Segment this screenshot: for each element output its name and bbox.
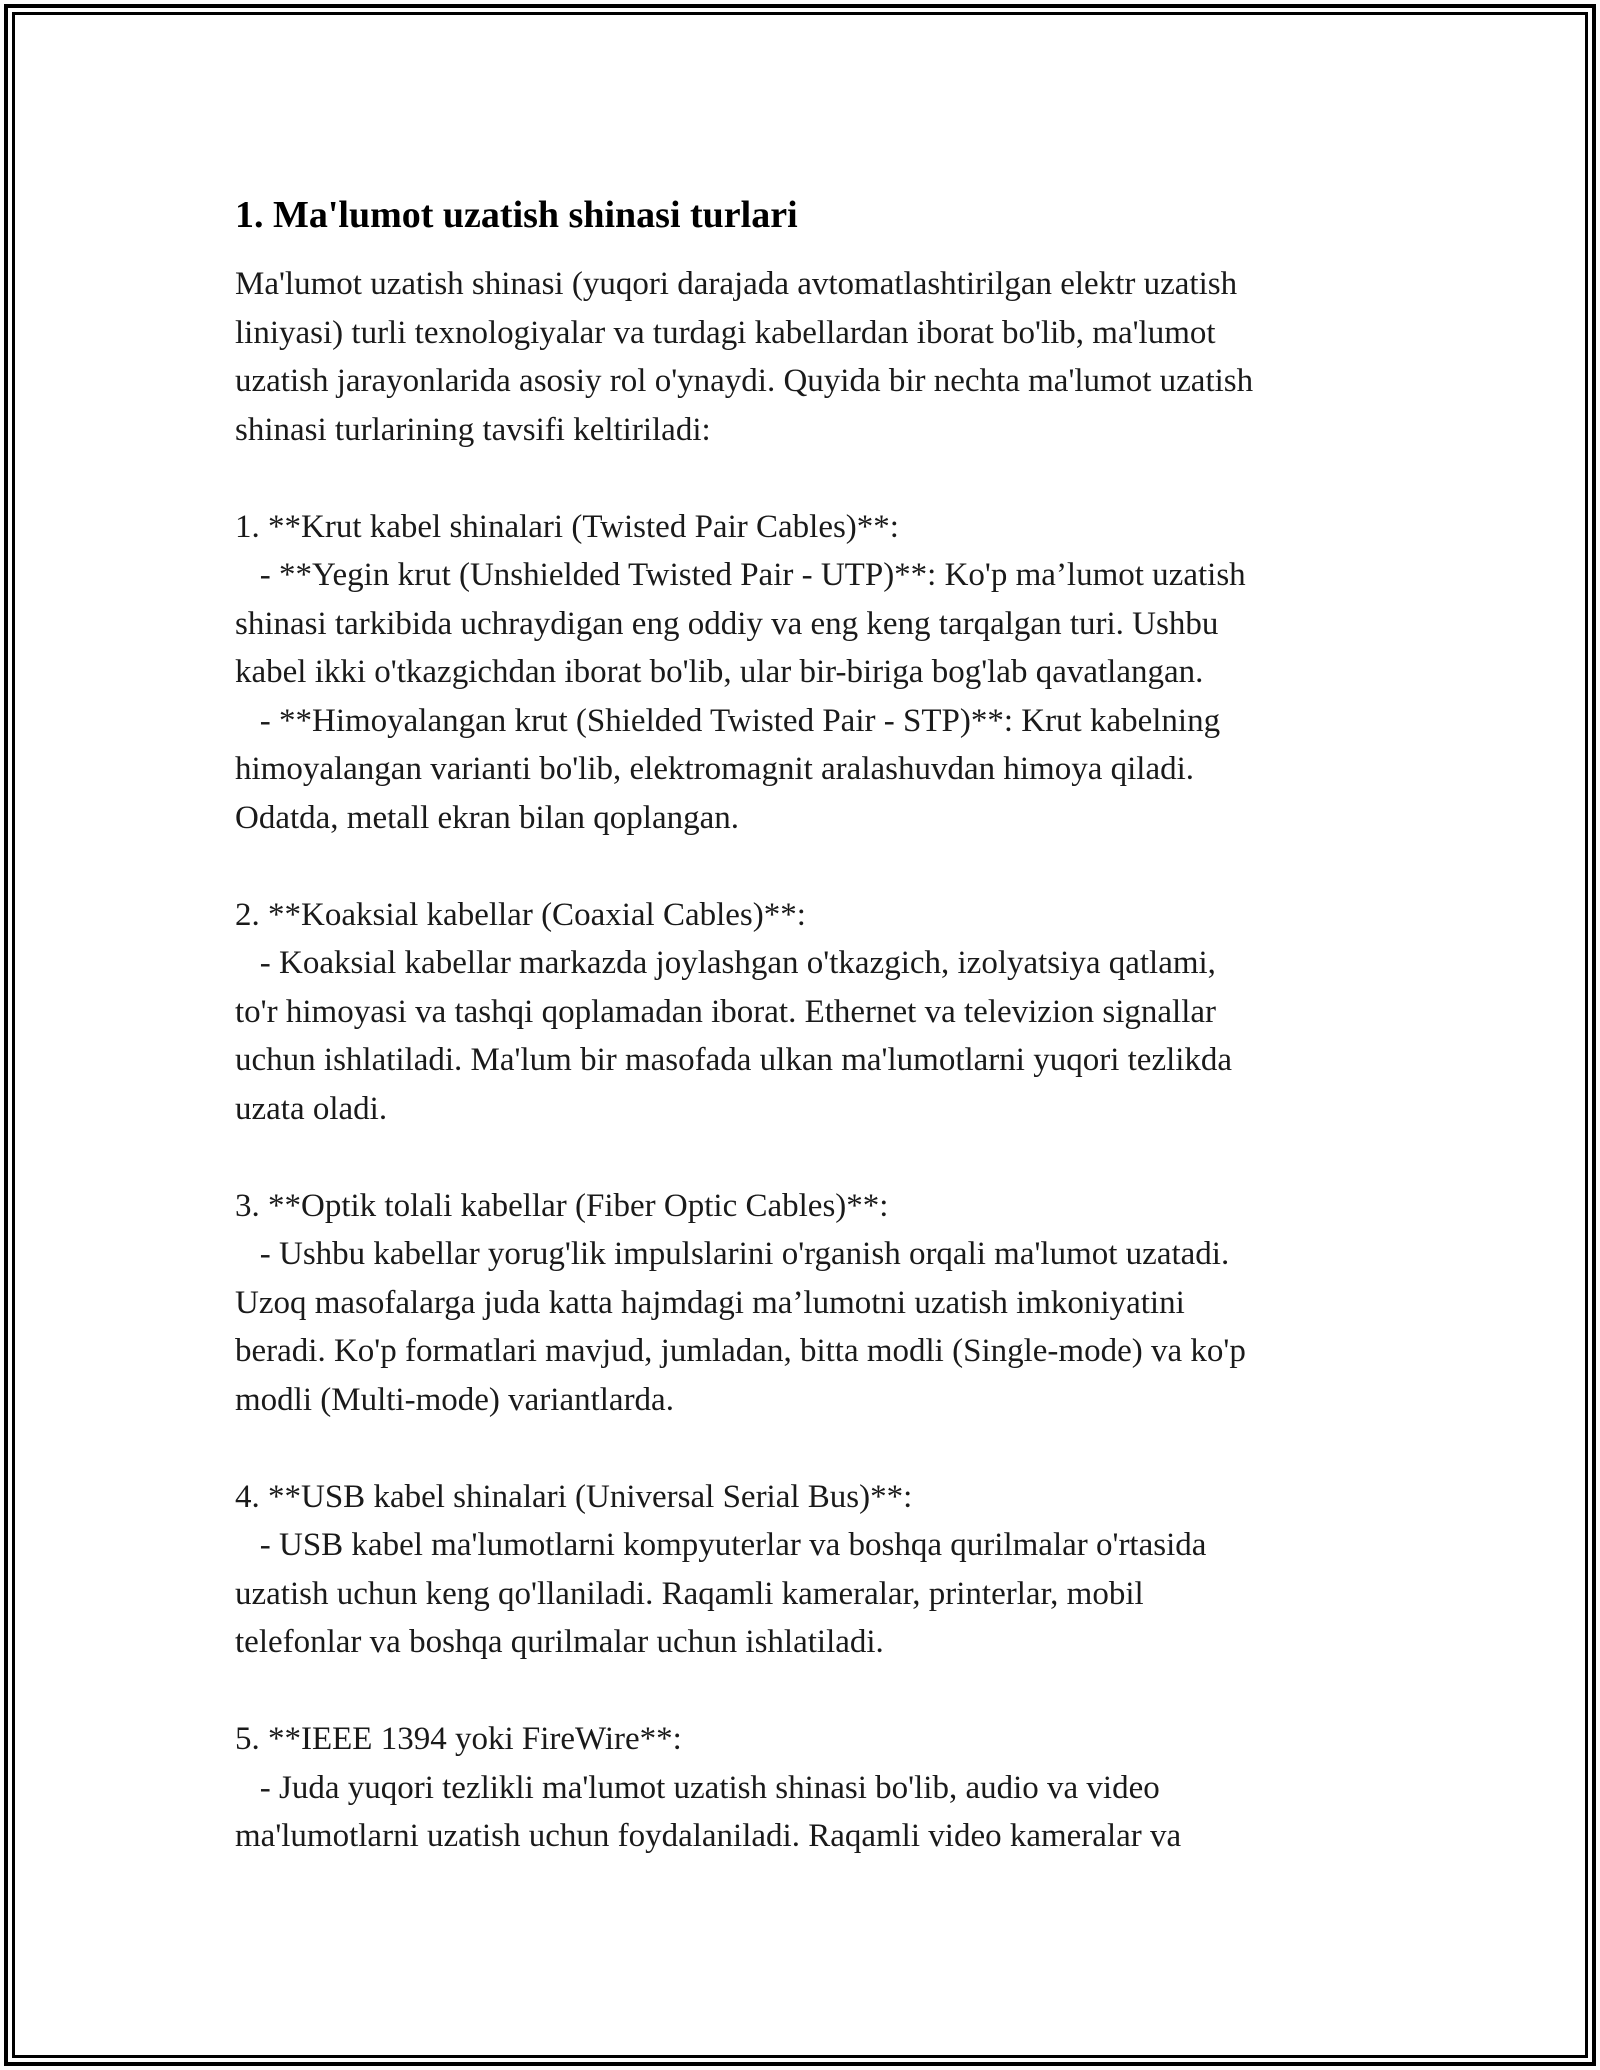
text-line: shinasi turlarining tavsifi keltiriladi: [235,411,711,448]
text-line: uzatish jarayonlarida asosiy rol o'ynaydi. Quyida bir nechta ma'lumot uzatish [235,363,1254,399]
text-line: - Koaksial kabellar markazda joylashgan o'tkazgich, izolyatsiya qatlami, [235,945,1216,981]
text-line: liniyasi) turli texnologiyalar va turdagi kabellardan iborat bo'lib, ma'lumot [235,314,1216,351]
text-line: Uzoq masofalarga juda katta hajmdagi ma’lumotni uzatish imkoniyatini [235,1284,1185,1321]
text-line: uzatish uchun keng qo'llaniladi. Raqamli kameralar, printerlar, mobil [235,1575,1144,1612]
text-line: - Juda yuqori tezlikli ma'lumot uzatish shinasi bo'lib, audio va video [235,1769,1160,1806]
blank-line [235,1424,1395,1473]
text-line: 4. **USB kabel shinalari (Universal Serial Bus)**: [235,1478,913,1515]
text-line: Odatda, metall ekran bilan qoplangan. [235,799,739,836]
text-line: uzata oladi. [235,1090,388,1127]
text-line: uchun ishlatiladi. Ma'lum bir masofada ulkan ma'lumotlarni yuqori tezlikda [235,1042,1233,1078]
blank-line [235,1667,1395,1716]
text-line: - **Himoyalangan krut (Shielded Twisted Pair - STP)**: Krut kabelning [235,702,1221,739]
text-line: 1. **Krut kabel shinalari (Twisted Pair Cables)**: [235,508,899,545]
text-line: shinasi tarkibida uchraydigan eng oddiy va eng keng tarqalgan turi. Ushbu [235,605,1219,642]
blank-line [235,1133,1395,1182]
text-line: kabel ikki o'tkazgichdan iborat bo'lib, ular bir-biriga bog'lab qavatlangan. [235,654,1204,690]
text-line: - **Yegin krut (Unshielded Twisted Pair - UTP)**: Ko'p ma’lumot uzatish [235,557,1246,593]
text-line: 2. **Koaksial kabellar (Coaxial Cables)**: [235,896,806,933]
text-line: ma'lumotlarni uzatish uchun foydalaniladi. Raqamli video kameralar va [235,1818,1182,1854]
blank-line [235,454,1395,503]
section-body [235,260,1395,1861]
text-line: telefonlar va boshqa qurilmalar uchun ishlatiladi. [235,1624,884,1660]
text-line: - Ushbu kabellar yorug'lik impulslarini o'rganish orqali ma'lumot uzatadi. [235,1236,1230,1272]
text-line: 5. **IEEE 1394 yoki FireWire**: [235,1721,682,1757]
text-line: to'r himoyasi va tashqi qoplamadan iborat. Ethernet va televizion signallar [235,993,1216,1030]
text-line: Ma'lumot uzatish shinasi (yuqori darajada avtomatlashtirilgan elektr uzatish [235,266,1238,302]
text-line: beradi. Ko'p formatlari mavjud, jumladan, bitta modli (Single-mode) va ko'p [235,1333,1246,1369]
document-page [235,186,1395,1861]
text-line: modli (Multi-mode) variantlarda. [235,1381,674,1418]
blank-line [235,842,1395,891]
text-line: himoyalangan varianti bo'lib, elektromagnit aralashuvdan himoya qiladi. [235,751,1195,787]
text-line: - USB kabel ma'lumotlarni kompyuterlar va boshqa qurilmalar o'rtasida [235,1527,1207,1563]
section-heading: 1. Ma'lumot uzatish shinasi turlari [235,194,798,236]
text-line: 3. **Optik tolali kabellar (Fiber Optic Cables)**: [235,1187,889,1224]
